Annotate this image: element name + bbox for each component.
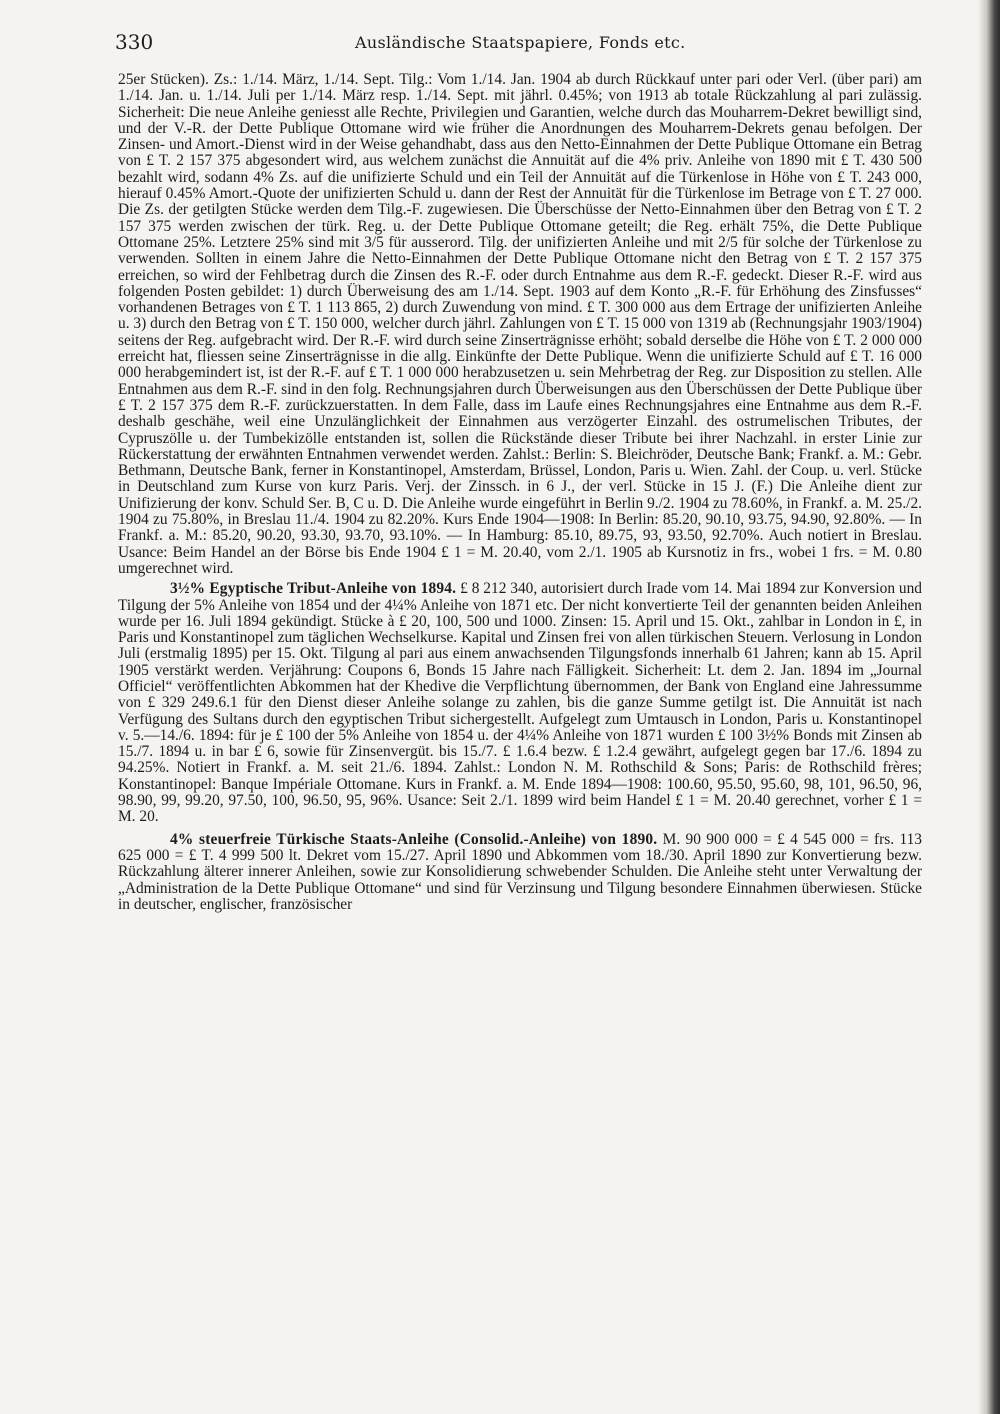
section-heading-turkish-consolidated-loan: 4% steuerfreie Türkische Staats-Anleihe (Consolid.-Anleihe) von 1890. xyxy=(170,830,658,848)
paragraph-text: 25er Stücken). Zs.: 1./14. März, 1./14. Sept. Tilg.: Vom 1./14. Jan. 1904 ab durch Rückkauf unter pari oder Verl. (über pari) am 1./14. Jan. u. 1./14. Juli per 1./14. März resp. 1./14. Sept. mit jährl. 0.45%; von 1913 ab totale Rückzahlung al pari zulässig. Sicherheit: Die neue Anleihe geniesst alle Rechte, Privilegien und Garantien, welche durch das Mouharrem-Dekret bewilligt sind, und der V.-R. der Dette Publique Ottomane wird wie früher die Anordnungen des Mouharrem-Dekrets genau befolgen. Der Zinsen- und Amort.-Dienst wird in der Weise gehandhabt, dass aus den Netto-Einnahmen der Dette Publique Ottomane ein Betrag von £ T. 2 157 375 abgesondert wird, aus welchem zunächst die Annuität auf die 4% priv. Anleihe von 1890 mit £ T. 430 500 bezahlt wird, sodann 4% Zs. auf die unifizierte Schuld und ein Teil der Annuität auf die Türkenlose in Höhe von £ T. 243 000, hierauf 0.45% Amort.-Quote der unifizierten Schuld u. dann der Rest der Annuität für die Türkenlose im Betrage von £ T. 27 000. Die Zs. der getilgten Stücke werden dem Tilg.-F. zugewiesen. Die Überschüsse der Netto-Einnahmen über den Betrag von £ T. 2 157 375 werden zwischen der türk. Reg. u. der Dette Publique Ottomane geteilt; die Reg. erhält 75%, die Dette Publique Ottomane 25%. Letztere 25% sind mit 3/5 für ausserord. Tilg. der unifizierten Anleihe und mit 2/5 für solche der Türkenlose zu verwenden. Sollten in einem Jahre die Netto-Einnahmen der Dette Publique Ottomane nicht den Betrag von £ T. 2 157 375 erreichen, so wird der Fehlbetrag durch die Zinsen des R.-F. oder durch Entnahme aus dem R.-F. gedeckt. Dieser R.-F. wird aus folgenden Posten gebildet: 1) durch Überweisung des am 1./14. Sept. 1903 auf dem Konto „R.-F. für Erhöhung des Zinsfusses“ vorhandenen Betrages von £ T. 1 113 865, 2) durch Zuwendung von mind. £ T. 300 000 aus dem Ertrage der unifizierten Anleihe u. 3) durch den Betrag von £ T. 150 000, welcher durch jährl. Zahlungen von £ T. 15 000 von 1319 ab (Rechnungsjahr 1903/1904) seitens der Reg. aufgebracht wird. Der R.-F. wird durch seine Zinserträgnisse erhöht; sobald derselbe die Höhe von £ T. 2 000 000 erreicht hat, fliessen seine Zinserträgnisse in die allg. Einkünfte der Dette Publique. Wenn die unifizierte Schuld auf £ T. 16 000 000 herabgemindert ist, ist der R.-F. auf £ T. 1 000 000 herabzusetzen u. sein Mehrbetrag der Reg. zur Disposition zu stellen. Alle Entnahmen aus dem R.-F. sind in den folg. Rechnungsjahren durch Überweisungen aus den Überschüssen der Dette Publique über £ T. 2 157 375 dem R.-F. zurückzuerstatten. In dem Falle, dass im Laufe eines Rechnungsjahres eine Entnahme aus dem R.-F. deshalb geschähe, weil eine Unzulänglichkeit der Einnahmen aus verzögerter Einzahl. des ostrumelischen Tributes, der Cypruszölle u. der Tumbekizölle entstanden ist, sollen die Rückstände dieser Tribute bei ihrer Nachzahl. in erster Linie zur Rückerstattung der erwähnten Entnahmen verwendet werden. Zahlst.: Berlin: S. Bleichröder, Deutsche Bank; Frankf. a. M.: Gebr. Bethmann, Deutsche Bank, ferner in Konstantinopel, Amsterdam, Brüssel, London, Paris u. Wien. Zahl. der Coup. u. verl. Stücke in Deutschland zum Kurse von kurz Paris. Verj. der Zinssch. in 6 J., der verl. Stücke in 15 J. (F.) Die Anleihe dient zur Unifizierung der konv. Schuld Ser. B, C u. D. Die Anleihe wurde eingeführt in Berlin 9./2. 1904 zu 78.60%, in Frankf. a. M. 25./2. 1904 zu 75.80%, in Breslau 11./4. 1904 zu 82.20%. Kurs Ende 1904—1908: In Berlin: 85.20, 90.10, 93.75, 94.90, 92.80%. — In Frankf. a. M.: 85.20, 90.20, 93.30, 93.70, 93.10%. — In Hamburg: 85.10, 89.75, 93, 93.50, 92.70%. Auch notiert in Breslau. Usance: Beim Handel an der Börse bis Ende 1904 £ 1 = M. 20.40, vom 2./1. 1905 ab Kursnotiz in frs., wobei 1 frs. = M. 0.80 umgerechnet wird. xyxy=(118,71,922,577)
paragraph-text: £ 8 212 340, autorisiert durch Irade vom 14. Mai 1894 zur Konversion und Tilgung der 5% Anleihe von 1854 und der 4¼% Anleihe von 1871 etc. Der nicht konvertierte Teil der genannten beiden Anleihen wurde per 16. Juli 1894 gekündigt. Stücke à £ 20, 100, 500 und 1000. Zinsen: 15. April und 15. Okt., zahlbar in London in £, in Paris und Konstantinopel zum täglichen Wechselkurse. Kapital und Zinsen frei von allen türkischen Steuern. Verlosung in London Juli (erstmalig 1895) per 15. Okt. Tilgung al pari aus einem anwachsenden Tilgungsfonds innerhalb 61 Jahren; kann ab 15. April 1905 verstärkt werden. Verjährung: Coupons 6, Bonds 15 Jahre nach Fälligkeit. Sicherheit: Lt. dem 2. Jan. 1894 im „Journal Officiel“ veröffentlichten Abkommen hat der Khedive die Verpflichtung übernommen, der Bank von England eine Jahressumme von £ 329 249.6.1 für den Dienst dieser Anleihe solange zu zahlen, bis die ganze Summe getilgt ist. Die Annuität ist nach Verfügung des Sultans durch den egyptischen Tribut sichergestellt. Aufgelegt zum Umtausch in London, Paris u. Konstantinopel v. 5.—14./6. 1894: für je £ 100 der 5% Anleihe von 1854 u. der 4¼% Anleihe von 1871 wurden £ 100 3½% Bonds mit Zinsen ab 15./7. 1894 u. in bar £ 6, sowie für Zinsenvergüt. bis 15./7. £ 1.6.4 bezw. £ 1.2.4 gewährt, aufgelegt gegen bar 17./6. 1894 zu 94.25%. Notiert in Frankf. a. M. seit 21./6. 1894. Zahlst.: London N. M. Rothschild & Sons; Paris: de Rothschild frères; Konstantinopel: Banque Impériale Ottomane. Kurs in Frankf. a. M. Ende 1894—1908: 100.60, 95.50, 95.60, 98, 101, 96.50, 96, 98.90, 99, 99.20, 97.50, 100, 96.50, 95, 96%. Usance: Seit 2./1. 1899 wird beim Handel £ 1 = M. 20.40 gerechnet, vorher £ 1 = M. 20. xyxy=(118,580,922,826)
page-number: 330 xyxy=(115,30,154,54)
paragraph-egyptian-tribute-loan xyxy=(118,581,922,825)
paragraph-text: M. 90 900 000 = £ 4 545 000 = frs. 113 625 000 = £ T. 4 999 500 lt. Dekret vom 15./27. April 1890 und Abkommen vom 18./30. April 1890 zur Konvertierung bezw. Rückzahlung älterer innerer Anleihen, sowie zur Konsolidierung schwebender Schulden. Die Anleihe steht unter Verwaltung der „Administration de la Dette Publique Ottomane“ und sind für Verzinsung und Tilgung besondere Einnahmen überwiesen. Stücke in deutscher, englischer, französischer xyxy=(118,830,922,913)
paragraph-turkish-consolidated-loan xyxy=(118,832,922,913)
running-title: Ausländische Staatspapiere, Fonds etc. xyxy=(355,33,686,52)
page-edge-shadow xyxy=(978,0,1000,1414)
section-heading-egyptian-tribute-loan: 3½% Egyptische Tribut-Anleihe von 1894. xyxy=(170,580,457,598)
page-header xyxy=(115,30,925,60)
page-body xyxy=(118,72,922,913)
paragraph-continuation xyxy=(118,72,922,577)
